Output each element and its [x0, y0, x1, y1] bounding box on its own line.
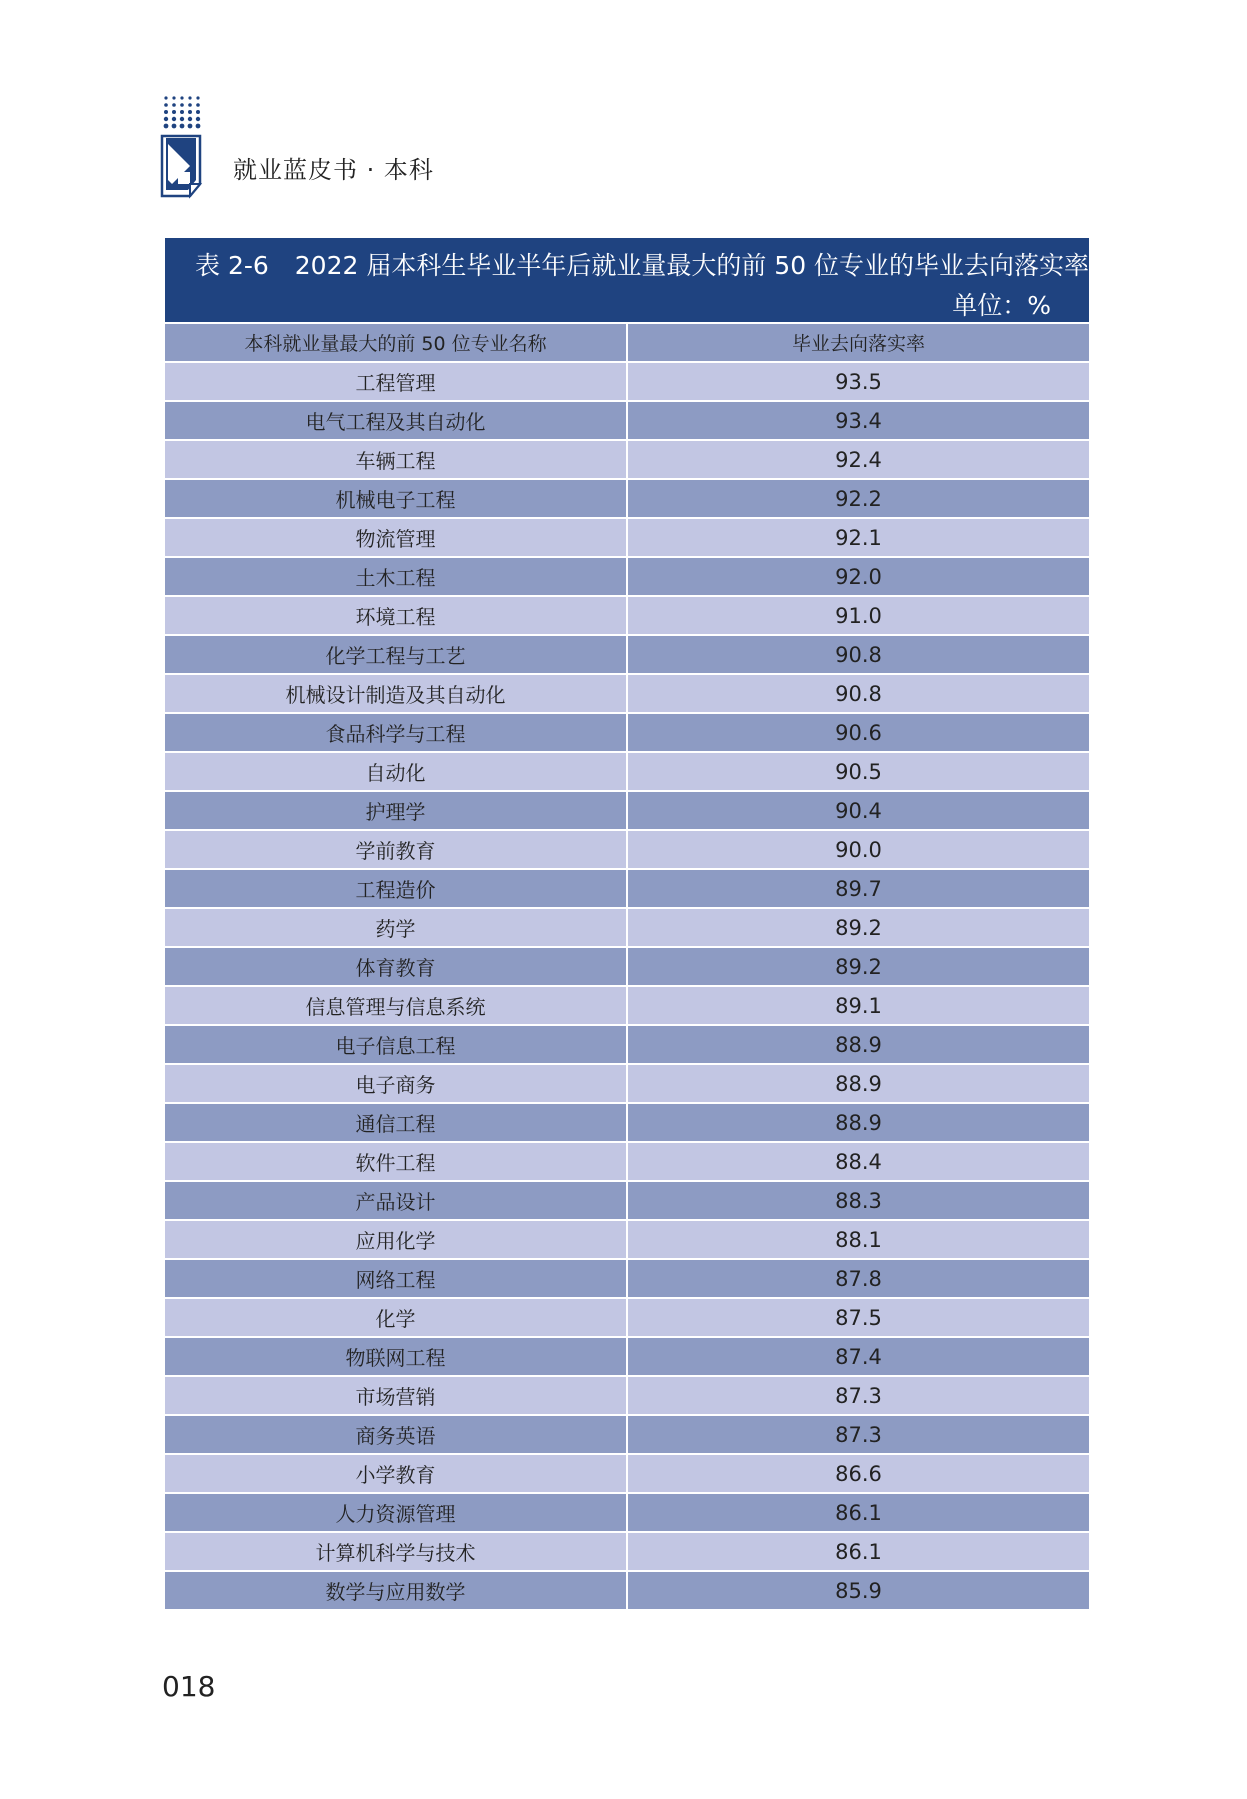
rate-cell: 89.1 — [835, 993, 882, 1018]
major-name-cell: 网络工程 — [165, 1260, 628, 1297]
major-name-cell: 软件工程 — [165, 1143, 628, 1180]
table-row — [165, 1455, 1089, 1494]
table-row — [165, 597, 1089, 636]
major-name-cell: 信息管理与信息系统 — [165, 987, 628, 1024]
rate-cell: 90.6 — [835, 720, 882, 745]
major-name-cell: 商务英语 — [165, 1416, 628, 1453]
rate-cell: 88.4 — [835, 1149, 882, 1174]
table-row — [165, 1416, 1089, 1455]
major-name-cell: 物联网工程 — [165, 1338, 628, 1375]
rate-cell: 89.7 — [835, 876, 882, 901]
table-row — [165, 1065, 1089, 1104]
rate-cell: 93.4 — [835, 408, 882, 433]
table-row — [165, 1572, 1089, 1611]
major-name-cell: 土木工程 — [165, 558, 628, 595]
major-name-cell: 自动化 — [165, 753, 628, 790]
major-name-cell: 食品科学与工程 — [165, 714, 628, 751]
table-row — [165, 441, 1089, 480]
column-header-rate: 毕业去向落实率 — [791, 333, 925, 355]
table-row — [165, 402, 1089, 441]
table-row — [165, 675, 1089, 714]
major-name-cell: 机械设计制造及其自动化 — [165, 675, 628, 712]
table-row — [165, 1260, 1089, 1299]
major-name-cell: 电子商务 — [165, 1065, 628, 1102]
table-body — [165, 363, 1089, 1611]
table-row — [165, 1104, 1089, 1143]
table-row — [165, 909, 1089, 948]
rate-cell: 88.1 — [835, 1227, 882, 1252]
rate-cell: 92.0 — [835, 564, 882, 589]
table-caption — [165, 238, 1089, 324]
major-name-cell: 工程造价 — [165, 870, 628, 907]
running-head: 就业蓝皮书 · 本科 — [233, 156, 434, 184]
table-row — [165, 753, 1089, 792]
rate-cell: 93.5 — [835, 369, 882, 394]
major-name-cell: 护理学 — [165, 792, 628, 829]
column-header-major: 本科就业量最大的前 50 位专业名称 — [165, 324, 628, 361]
major-name-cell: 药学 — [165, 909, 628, 946]
table-row — [165, 714, 1089, 753]
table-row — [165, 1221, 1089, 1260]
major-name-cell: 通信工程 — [165, 1104, 628, 1141]
table-row — [165, 831, 1089, 870]
major-name-cell: 体育教育 — [165, 948, 628, 985]
major-name-cell: 应用化学 — [165, 1221, 628, 1258]
major-name-cell: 化学工程与工艺 — [165, 636, 628, 673]
major-name-cell: 车辆工程 — [165, 441, 628, 478]
rate-cell: 88.9 — [835, 1071, 882, 1096]
rate-cell: 86.6 — [835, 1461, 882, 1486]
major-name-cell: 数学与应用数学 — [165, 1572, 628, 1609]
rate-cell: 90.5 — [835, 759, 882, 784]
rate-cell: 92.1 — [835, 525, 882, 550]
rate-cell: 87.5 — [835, 1305, 882, 1330]
rate-cell: 90.4 — [835, 798, 882, 823]
major-name-cell: 化学 — [165, 1299, 628, 1336]
table-row — [165, 558, 1089, 597]
major-name-cell: 计算机科学与技术 — [165, 1533, 628, 1570]
rate-cell: 92.2 — [835, 486, 882, 511]
rate-cell: 88.9 — [835, 1110, 882, 1135]
major-name-cell: 学前教育 — [165, 831, 628, 868]
table-number: 表 2-6 — [195, 251, 269, 280]
rate-cell: 89.2 — [835, 954, 882, 979]
table-row — [165, 636, 1089, 675]
rate-cell: 90.8 — [835, 642, 882, 667]
rate-cell: 87.3 — [835, 1383, 882, 1408]
table-row — [165, 519, 1089, 558]
table-title-text: 2022 届本科生毕业半年后就业量最大的前 50 位专业的毕业去向落实率 — [294, 251, 1090, 280]
rate-cell: 90.8 — [835, 681, 882, 706]
table-row — [165, 1299, 1089, 1338]
rate-cell: 86.1 — [835, 1500, 882, 1525]
rate-cell: 87.4 — [835, 1344, 882, 1369]
table-row — [165, 480, 1089, 519]
table-row — [165, 1494, 1089, 1533]
rate-cell: 87.8 — [835, 1266, 882, 1291]
major-name-cell: 环境工程 — [165, 597, 628, 634]
rate-cell: 90.0 — [835, 837, 882, 862]
major-name-cell: 机械电子工程 — [165, 480, 628, 517]
major-name-cell: 市场营销 — [165, 1377, 628, 1414]
major-name-cell: 电子信息工程 — [165, 1026, 628, 1063]
rate-cell: 86.1 — [835, 1539, 882, 1564]
rate-cell: 85.9 — [835, 1578, 882, 1603]
table-row — [165, 987, 1089, 1026]
major-name-cell: 物流管理 — [165, 519, 628, 556]
rate-cell: 87.3 — [835, 1422, 882, 1447]
table-row — [165, 1026, 1089, 1065]
table-row — [165, 1338, 1089, 1377]
table-row — [165, 1182, 1089, 1221]
data-table — [165, 238, 1089, 1611]
page-number: 018 — [162, 1670, 216, 1703]
major-name-cell: 电气工程及其自动化 — [165, 402, 628, 439]
table-row — [165, 948, 1089, 987]
rate-cell: 91.0 — [835, 603, 882, 628]
table-row — [165, 363, 1089, 402]
table-row — [165, 1533, 1089, 1572]
rate-cell: 88.3 — [835, 1188, 882, 1213]
table-title — [195, 246, 1089, 282]
table-header-row — [165, 324, 1089, 363]
major-name-cell: 小学教育 — [165, 1455, 628, 1492]
table-unit: 单位：% — [952, 291, 1051, 320]
book-arrow-icon — [160, 94, 210, 200]
major-name-cell: 产品设计 — [165, 1182, 628, 1219]
rate-cell: 88.9 — [835, 1032, 882, 1057]
table-row — [165, 1377, 1089, 1416]
major-name-cell: 人力资源管理 — [165, 1494, 628, 1531]
major-name-cell: 工程管理 — [165, 363, 628, 400]
table-row — [165, 792, 1089, 831]
rate-cell: 89.2 — [835, 915, 882, 940]
table-row — [165, 870, 1089, 909]
table-row — [165, 1143, 1089, 1182]
rate-cell: 92.4 — [835, 447, 882, 472]
